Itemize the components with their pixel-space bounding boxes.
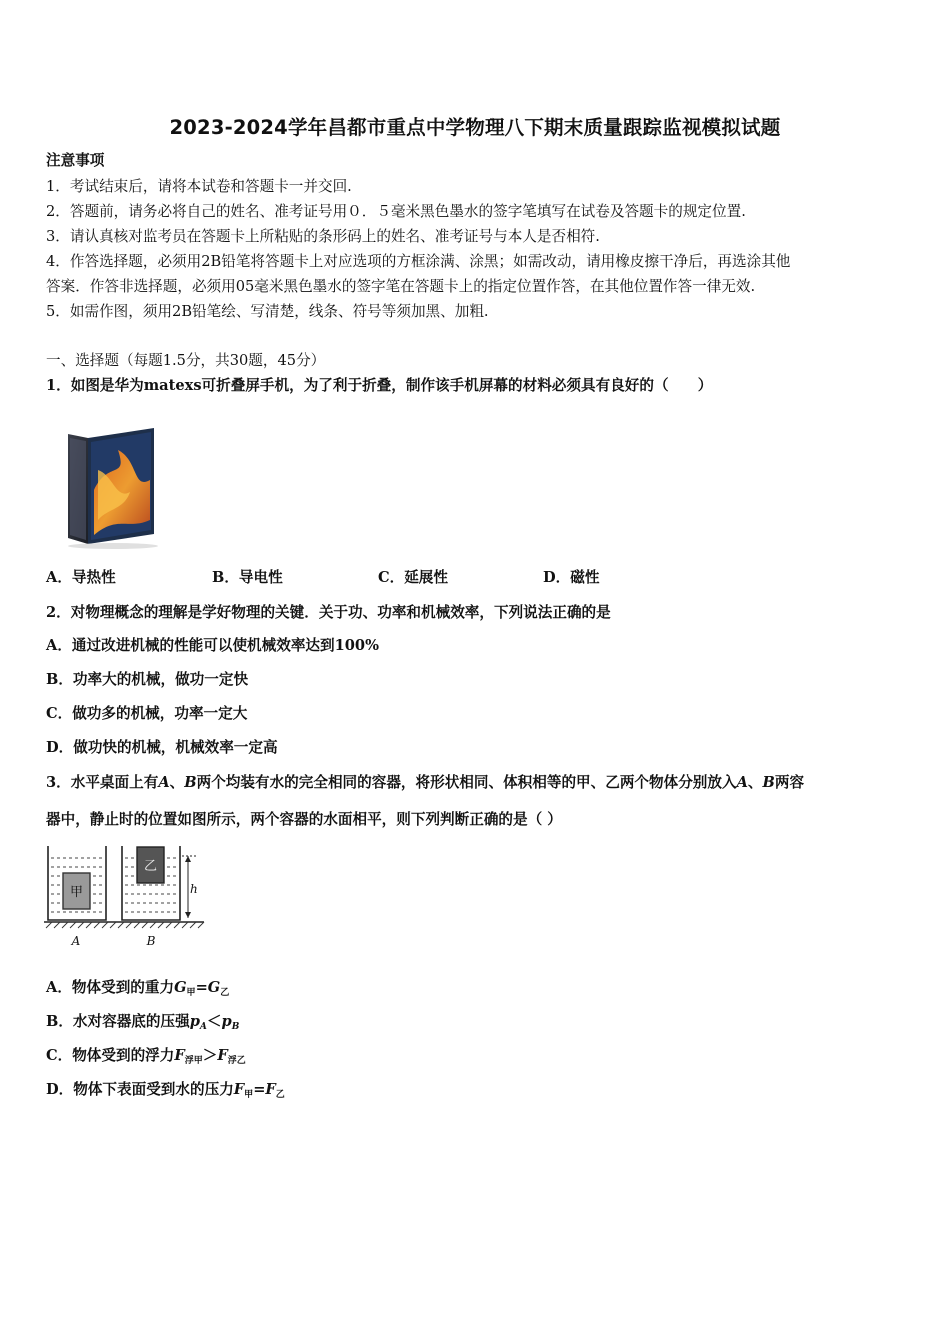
notice-item: 3．请认真核对监考员在答题卡上所粘贴的条形码上的姓名、准考证号与本人是否相符. (46, 228, 600, 245)
q2-stem: 2．对物理概念的理解是学好物理的关键．关于功、功率和机械效率，下列说法正确的是 (46, 604, 611, 621)
section-heading: 一、选择题（每题1.5分，共30题，45分） (46, 352, 326, 369)
notice-item: 1．考试结束后，请将本试卷和答题卡一并交回. (46, 178, 352, 195)
q3-text: 两容 (774, 774, 805, 791)
page-title: 2023-2024学年昌都市重点中学物理八下期末质量跟踪监视模拟试题 (169, 116, 781, 139)
q2-option-d: D．做功快的机械，机械效率一定高 (46, 739, 278, 756)
opt-text: D．物体下表面受到水的压力 (46, 1081, 234, 1098)
opt-rel: ＜ (206, 1013, 222, 1030)
q3-text: 两个均装有水的完全相同的容器，将形状相同、体积相等的甲、乙两个物体分别放入 (196, 774, 737, 791)
q3-option-a (46, 978, 229, 1003)
opt-var: p (221, 1013, 232, 1030)
q3-var: A (158, 774, 170, 791)
opt-var: G (207, 979, 221, 996)
opt-sub: 乙 (220, 988, 230, 998)
opt-sub: 甲 (186, 988, 196, 998)
q3-text: 3．水平桌面上有 (46, 774, 159, 791)
q3-var: B (184, 774, 197, 791)
q3-option-d (46, 1080, 285, 1105)
notice-heading: 注意事项 (46, 152, 105, 169)
q3-var: A (736, 774, 748, 791)
opt-text: B．水对容器底的压强 (46, 1013, 190, 1030)
q3-option-b (46, 1012, 239, 1037)
opt-sub: 乙 (275, 1090, 285, 1100)
opt-text: A．物体受到的重力 (46, 979, 175, 996)
q3-stem-line1 (46, 773, 804, 793)
q1-stem: 1．如图是华为matexs可折叠屏手机，为了利于折叠，制作该手机屏幕的材料必须具有良好的（ ） (46, 377, 713, 394)
q1-option-c: C．延展性 (378, 569, 448, 586)
opt-var: F (233, 1081, 245, 1098)
notice-item: 2．答题前，请务必将自己的姓名、准考证号用０．５毫米黑色墨水的签字笔填写在试卷及答题卡的规定位置. (46, 203, 746, 220)
opt-sub: 浮乙 (227, 1056, 246, 1066)
object-yi-label: 乙 (143, 859, 158, 874)
opt-rel: = (253, 1081, 266, 1098)
foldable-phone-image (58, 420, 168, 550)
q3-var: B (762, 774, 775, 791)
q1-option-a: A．导热性 (46, 569, 116, 586)
notice-item: 5．如需作图，须用2B铅笔绘、写清楚，线条、符号等须加黑、加粗. (46, 303, 489, 320)
containers-figure (42, 842, 208, 952)
object-jia-label: 甲 (69, 885, 84, 900)
notice-item: 4．作答选择题，必须用2B铅笔将答题卡上对应选项的方框涂满、涂黑；如需改动，请用橡皮擦干净后，再选涂其他 (46, 253, 791, 270)
opt-var: p (189, 1013, 200, 1030)
notice-item: 答案．作答非选择题，必须用05毫米黑色墨水的签字笔在答题卡上的指定位置作答，在其他位置作答一律无效. (46, 278, 756, 295)
opt-sub: A (199, 1022, 207, 1032)
q3-stem-line2: 器中，静止时的位置如图所示，两个容器的水面相平，则下列判断正确的是（ ） (46, 811, 562, 828)
container-b-label: B (146, 934, 156, 948)
opt-rel: = (195, 979, 208, 996)
q1-option-b: B．导电性 (212, 569, 283, 586)
opt-sub: 甲 (244, 1090, 254, 1100)
height-label: h (190, 882, 198, 896)
opt-text: C．物体受到的浮力 (46, 1047, 175, 1064)
q2-option-c: C．做功多的机械，功率一定大 (46, 705, 248, 722)
opt-var: F (174, 1047, 185, 1064)
opt-rel: ＞ (202, 1047, 218, 1064)
opt-sub: 浮甲 (184, 1056, 203, 1066)
opt-var: G (174, 979, 187, 996)
opt-var: F (265, 1081, 276, 1098)
q3-text: 、 (169, 774, 185, 791)
q3-option-c (46, 1046, 246, 1071)
q3-text: 、 (747, 774, 763, 791)
q2-option-a: A．通过改进机械的性能可以使机械效率达到100% (46, 637, 379, 654)
opt-sub: B (231, 1022, 240, 1032)
container-a-label: A (71, 934, 81, 948)
q2-option-b: B．功率大的机械，做功一定快 (46, 671, 249, 688)
opt-var: F (217, 1047, 228, 1064)
q1-option-d: D．磁性 (543, 569, 600, 586)
